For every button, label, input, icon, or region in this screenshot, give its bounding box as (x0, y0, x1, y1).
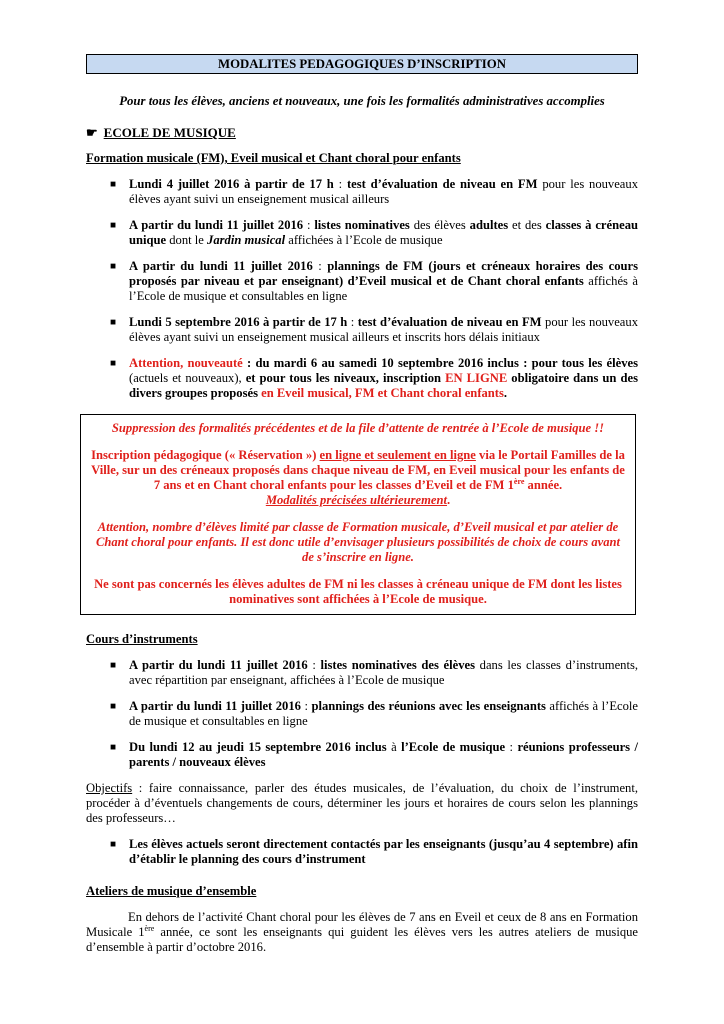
notice-online-only: en ligne et seulement en ligne (319, 448, 476, 462)
list-item: ■ Lundi 4 juillet 2016 à partir de 17 h : test d’évaluation de niveau en FM pour les nouveaux élèves ayant suivi un enseignement musical ailleurs (110, 177, 638, 206)
list-item: ■ A partir du lundi 11 juillet 2016 : listes nominatives des élèves dans les classes d’instruments, avec répartition par enseignant, affichées à l’Ecole de musique (110, 658, 638, 687)
document-title: MODALITES PEDAGOGIQUES D’INSCRIPTION (86, 54, 638, 74)
instruments-list-last (86, 837, 638, 867)
bullet-icon: ■ (110, 701, 117, 712)
school-heading (86, 125, 638, 140)
notice-box (80, 414, 636, 615)
list-item: ■ A partir du lundi 11 juillet 2016 : listes nominatives des élèves adultes et des classes à créneau unique dont le Jardin musical affichées à l’Ecole de musique (110, 218, 638, 247)
document-subtitle: Pour tous les élèves, anciens et nouveaux, une fois les formalités administratives accomplies (119, 94, 605, 108)
bullet-icon: ■ (110, 660, 117, 671)
notice-paragraph: Attention, nombre d’élèves limité par classe de Formation musicale, d’Eveil musical et par atelier de Chant choral pour enfants. Il est donc utile d’envisager plusieurs possibilités de choix de cours avant de s’inscrire en ligne. (95, 520, 621, 564)
objectifs-paragraph: Objectifs : faire connaissance, parler des études musicales, de l’évaluation, du choix de l’instrument, procéder à d’éventuels changements de cours, déterminer les jours et horaires de cours selon les plannings des professeurs… (86, 781, 638, 825)
school-heading-text: ECOLE DE MUSIQUE (103, 125, 236, 140)
bullet-icon: ■ (110, 261, 117, 272)
list-item: ■ Lundi 5 septembre 2016 à partir de 17 h : test d’évaluation de niveau en FM pour les nouveaux élèves ayant suivi un enseignement musical ailleurs et inscrits hors délais initiaux (110, 315, 638, 344)
bullet-icon: ■ (110, 179, 117, 190)
notice-paragraph: Inscription pédagogique (« Réservation ») en ligne et seulement en ligne via le Portail Familles de la Ville, sur un des créneaux proposés dans chaque niveau de FM, en Eveil musical pour les enfants de 7 ans et en Chant choral enfants pour les classes d’Eveil et de FM 1ère année. Modalités précisées ultérieurement. (91, 448, 625, 507)
bullet-icon: ■ (110, 358, 117, 369)
bullet-icon: ■ (110, 742, 117, 753)
bullet-icon: ■ (110, 317, 117, 328)
list-item: ■ A partir du lundi 11 juillet 2016 : plannings des réunions avec les enseignants affichés à l’Ecole de musique et consultables en ligne (110, 699, 639, 728)
list-item: ■ A partir du lundi 11 juillet 2016 : plannings de FM (jours et créneaux horaires des cours proposés par niveau et par enseignant) d’Eveil musical et de Chant choral enfants affichés à l’Ecole de musique et consultables en ligne (110, 259, 639, 303)
section-ensemble-heading: Ateliers de musique d’ensemble (86, 884, 257, 898)
section-instruments-heading: Cours d’instruments (86, 632, 198, 646)
instruments-list (86, 658, 638, 770)
pointing-hand-icon: ☛ (86, 125, 98, 140)
bullet-icon: ■ (110, 839, 117, 850)
ensemble-paragraph: En dehors de l’activité Chant choral pour les élèves de 7 ans en Eveil et ceux de 8 ans en Formation Musicale 1ère année, ce sont les enseignants qui guident les élèves vers les autres ateliers de musique d’ensemble à partir d’octobre 2016. (86, 910, 638, 954)
list-item: ■ Attention, nouveauté : du mardi 6 au samedi 10 septembre 2016 inclus : pour tous les élèves (actuels et nouveaux), et pour tous les niveaux, inscription EN LIGNE obligatoire dans un des divers groupes proposés en Eveil musical, FM et Chant choral enfants. (110, 356, 638, 400)
notice-paragraph: Suppression des formalités précédentes et de la file d’attente de rentrée à l’Ecole de musique !! (111, 421, 605, 435)
section-fm-heading: Formation musicale (FM), Eveil musical et Chant choral pour enfants (86, 151, 461, 165)
document-page (86, 54, 638, 955)
fm-list (86, 177, 638, 401)
objectifs-label: Objectifs (86, 781, 133, 795)
notice-paragraph: Ne sont pas concernés les élèves adultes de FM ni les classes à créneau unique de FM dont les listes nominatives sont affichées à l’Ecole de musique. (94, 577, 622, 606)
bullet-icon: ■ (110, 220, 117, 231)
list-item: ■ Les élèves actuels seront directement contactés par les enseignants (jusqu’au 4 septembre) afin d’établir le planning des cours d’instrument (110, 837, 638, 866)
list-item: ■ Du lundi 12 au jeudi 15 septembre 2016 inclus à l’Ecole de musique : réunions professeurs / parents / nouveaux élèves (110, 740, 638, 769)
